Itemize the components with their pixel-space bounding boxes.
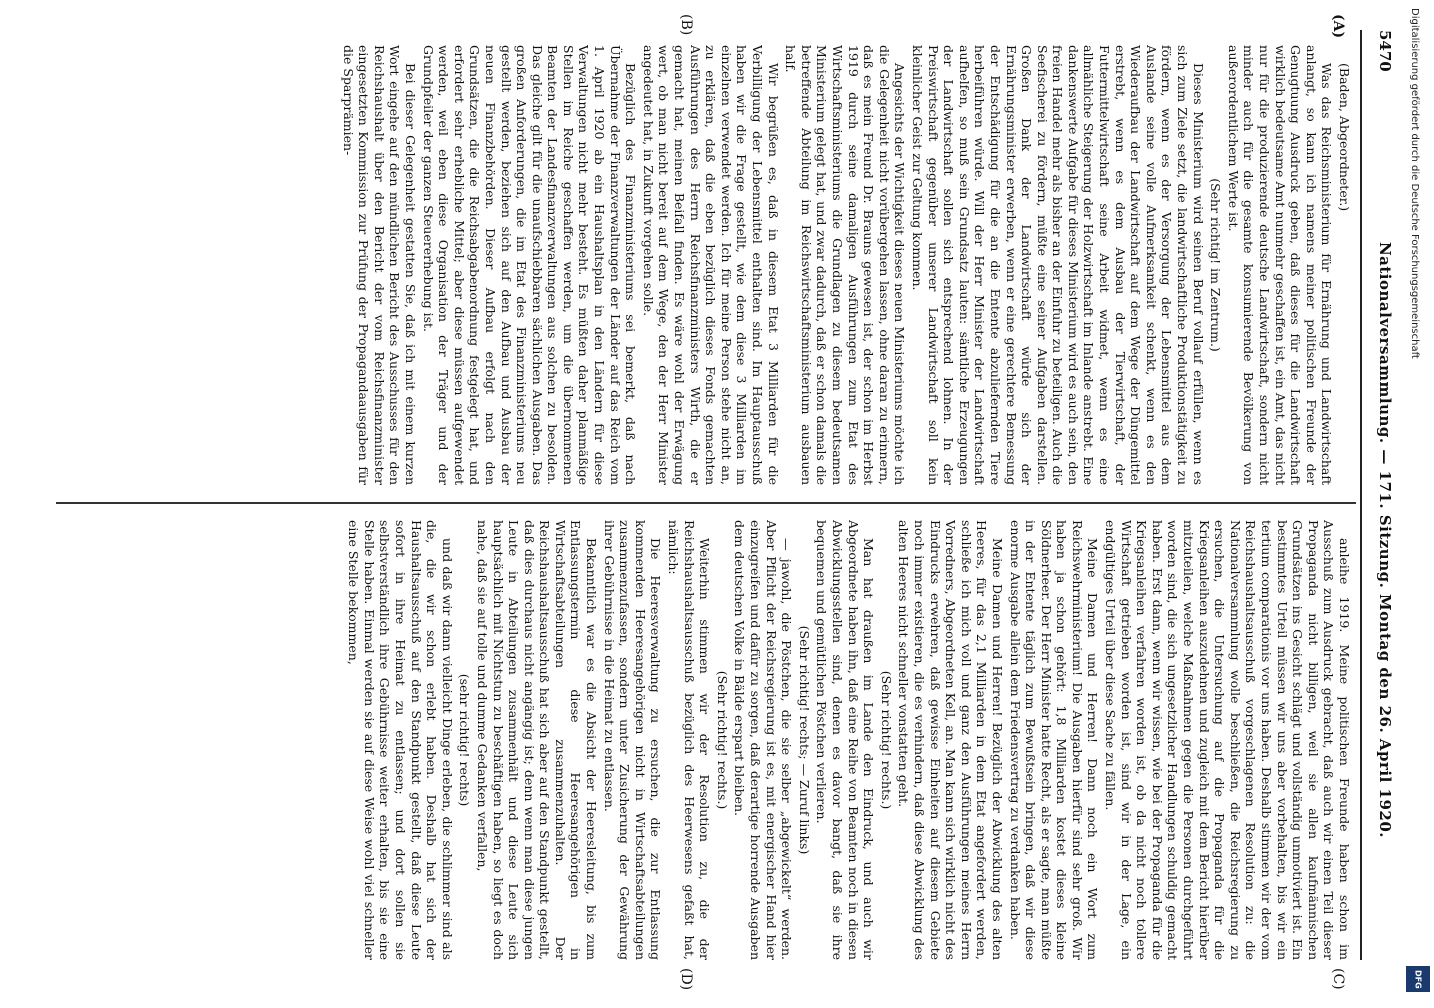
header-rule xyxy=(1360,30,1362,960)
paragraph: Wir begrüßen es, daß in diesem Etat 3 Milliarden für die Verbilligung der Lebensmittel enthalten sind. Im Hauptausschuß haben wir die Frage gestellt, wie dem diese 3 Milliarden im einzelnen verwendet werden. Ich für meine Person stehe nicht an, zu erklären, daß die eben bezüglich dieses Fonds gemachten Ausführungen des Herrn Reichsfinanzministers Wirth, die er gemacht hat, meinen Beifall finden. Es wäre wohl der Erwägung wert, ob man nicht bereit auf dem Wege, den der Herr Minister angedeutet hat, in Zukunft vorgehen solle. xyxy=(640,45,781,485)
paragraph: — jawohl, die Pöstchen, die sie selber „abgewickelt“ werden. Aber Pflicht der Reichsregierung ist es, mit energischer Hand hier einzugreifen und dafür zu sorgen, daß derartige horrende Ausgaben dem deutschen Volke in Bälde erspart bleiben. xyxy=(732,520,795,960)
dfg-logo: DFG xyxy=(1406,966,1430,992)
digitization-credit xyxy=(1404,0,1434,1000)
resolution-quote: Die Heeresverwaltung zu ersuchen, die zur Entlassung kommenden Heeresangehörigen nicht in Wirtschaftsabteilungen zusammenzufassen, sondern unter Zusicherung der Gewährung ihrer Gebührnisse in die Heimat zu entlassen. xyxy=(601,520,664,960)
interjection: (Sehr richtig! rechts.) xyxy=(714,670,730,810)
left-text-column xyxy=(62,45,1352,485)
interjection: (Sehr richtig! rechts.) xyxy=(878,670,894,810)
paragraph: Dieses Ministerium wird seinen Beruf vollauf erfüllen, wenn es sich zum Ziele setzt, die landwirtschaftliche Produktionstätigkeit zu fördern, wenn es der Versorgung der Lebensmittel aus dem Auslande seine volle Aufmerksamkeit schenkt, wenn es den Wiederaufbau der Landwirtschaft auf dem Wege der Düngemittel erstrebt, wenn es dem Ausbau der Tierwirtschaft, der Futtermittelwirtschaft seine Arbeit widmet, wenn es eine allmähliche Steigerung der Holzwirtschaft im Inlande anstrebt. Eine dankenswerte Aufgabe für dieses Ministerium wird es auch sein, den freien Handel mehr als bisher an der Einfuhr zu beteiligen. Auch die Seefischerei zu fördern, müßte eine seiner Aufgaben darstellen. Großen Dank der Landwirtschaft würde sich der Ernährungsminister erwerben, wenn er eine gerechtere Bemessung der Entschädigung für die an die Entente abzuliefernden Tiere herbeiführen würde. Will der Herr Minister der Landwirtschaft aufhelfen, so muß sein Grundsatz lauten: sämtliche Erzeugungen der Landwirtschaft sollen sich entsprechend lohnen. In der Preiswirtschaft gegenüber unserer Landwirtschaft soll kein kleinlicher Geist zur Geltung kommen. xyxy=(909,45,1206,485)
paragraph: Angesichts der Wichtigkeit dieses neuen Ministeriums möchte ich die Gelegenheit nicht vorübergehen lassen, ohne daran zu erinnern, daß es mein Freund Dr. Brauns gewesen ist, der schon im Herbst 1919 durch seine damaligen Ausführungen zum Etat des Wirtschaftsministeriums die Grundlagen zu diesem bedeutsamen Ministerium gelegt hat, und zwar dadurch, daß er schon damals die betreffende Abteilung im Reichswirtschaftsministerium ausbauen half. xyxy=(783,45,908,485)
margin-marker-a: (A) xyxy=(1330,14,1346,39)
paragraph: Meine Damen und Herren! Dann noch ein Wort zum Reichswehrministerium! Die Ausgaben hierfür sind sehr groß. Wir haben ja schon gehört: 1,8 Milliarden kostet dieses kleine Söldnerheer. Der Herr Minister hatte Recht, als er sagte, man müßte in der Entente täglich zum Bewußtsein bringen, daß wir diese enorme Ausgabe allein dem Friedensvertrag zu verdanken haben. xyxy=(1007,520,1101,960)
page-title: Nationalversammlung. — 171. Sitzung. Montag den 26. April 1920. xyxy=(1376,241,1394,839)
credit-text: Digitalisierung gefördert durch die Deutsche Forschungsgemeinschaft xyxy=(1409,8,1420,359)
page-number: 5470 xyxy=(1376,30,1394,72)
paragraph: Bekanntlich war es die Absicht der Heeresleitung, bis zum Entlassungstermin diese Heeresangehörigen in Wirtschaftsabteilungen zusammenzuhalten. Der Reichshaushaltsausschuß hat sich aber auf den Standpunkt gestellt, daß dies durchaus nicht angängig ist; denn wenn man diese jungen Leute in Abteilungen zusammenhält und diese Leute sich hauptsächlich mit Nichtstun zu beschäftigen haben, so liegt es doch nahe, daß sie auf tolle und dumme Gedanken verfallen, xyxy=(474,520,600,960)
column-separator xyxy=(56,502,1356,504)
paragraph: Bei dieser Gelegenheit gestatten Sie, daß ich mit einem kurzen Wort eingehe auf den mündlichen Bericht des Ausschusses für den Reichshaushalt über den Bericht der vom Reichsfinanzminister eingesetzten Kommission zur Prüfung der Propagandaausgaben für die Sparprämien- xyxy=(340,45,418,485)
interjection: (sehr richtig! rechts) xyxy=(457,673,473,807)
margin-marker-c: (C) xyxy=(1330,968,1346,990)
paragraph: Bezüglich des Finanzministeriums sei bemerkt, daß nach Übernahme der Finanzverwaltungen der Länder auf das Reich vom 1. April 1920 ab ein Haushaltsplan in den Ländern für diese Verwaltungen nicht mehr besteht. Es müßten daher planmäßige Stellen im Reiche geschaffen werden, um die übernommenen Beamten der Landesfinanzverwaltungen aus solchen zu besolden. Das gleiche gilt für die unaufschiebbaren sächlichen Ausgaben. Das großen Anforderungen, die im Etat des Finanzministeriums neu gestellt werden, beziehen sich auf den Aufbau und Ausbau der neuen Finanzbehörden. Dieser Aufbau erfolgt nach den Grundsätzen, die die Reichsabgabenordnung festgelegt hat, und erfordert sehr erhebliche Mittel; aber diese müssen aufgewendet werden, weil eben diese Organisation der Träger und der Grundpfeiler der ganzen Steuererhebung ist. xyxy=(420,45,639,485)
right-text-column xyxy=(62,520,1352,960)
interjection: (Sehr richtig! rechts; — Zuruf links) xyxy=(796,625,812,855)
paragraph: und daß wir dann vielleicht Dinge erleben, die schlimmer sind als die, die wir schon erlebt haben. Deshalb hat sich der Haushaltsausschuß auf den Standpunkt gestellt, daß diese Leute sofort in ihre Heimat zu entlassen; und dort sollen sie selbstverständlich ihre Gebührnisse weiter erhalten, bis sie eine Stelle haben. Einmal werden sie auf diese Weise wohl viel schneller eine Stelle bekommen, xyxy=(346,520,455,960)
paragraph: Man hat draußen im Lande den Eindruck, und auch wir Abgeordnete haben ihn, daß eine Reihe von Beamten noch in diesen Abwicklungsstellen sind, denen es davor bangt, daß sie ihre bequemen und gemütlichen Pöstchen verlieren. xyxy=(814,520,877,960)
paragraph: Was das Reichsministerium für Ernährung und Landwirtschaft anlangt, so kann ich namens meiner politischen Freunde der Genugtuung Ausdruck geben, daß dieses für die Landwirtschaft wirklich bedeutsame Amt nunmehr geschaffen ist, ein Amt, das nicht nur für die produzierende deutsche Landwirtschaft, sondern nicht minder auch für die gesamte konsumierende Bevölkerung von außerordentlichem Werte ist. xyxy=(1225,45,1335,485)
paragraph: Weiterhin stimmen wir der Resolution zu, die der Reichshaushaltsausschuß bezüglich des Heerwesens gefaßt hat, nämlich: xyxy=(666,520,713,960)
paragraph: anleihe 1919. Meine politischen Freunde haben schon im Ausschuß zum Ausdruck gebracht, daß auch wir einen Teil dieser Propaganda nicht billigen, weil sie allen kaufmännischen Grundsätzen ins Gesicht schlägt und vollständig unmotiviert ist. Ein bestimmtes Urteil müssen wir uns aber vorbehalten, bis wir ein tertium comparationis vor uns haben. Deshalb stimmen wir der vom Reichshaushaltsausschuß vorgeschlagenen Resolution zu: die Nationalversammlung wolle beschließen, die Reichsregierung zu ersuchen, die Untersuchung auf die Propaganda für die Kriegsanleihen auszudehnen und zugleich mit dem Bericht hierüber mitzuteilen, welche Maßnahmen gegen die Personen durchgeführt worden sind, die sich ungesetzlicher Handlungen schuldig gemacht haben. Erst dann, wenn wir wissen, wie bei der Propaganda für die Kriegsanleihen verfahren worden ist, ob da nicht noch tollere Wirtschaft getrieben worden ist, sind wir in der Lage, ein endgültiges Urteil über diese Sache zu fällen. xyxy=(1103,520,1352,960)
interjection: (Sehr richtig! im Zentrum.) xyxy=(1208,178,1224,352)
page-header xyxy=(1364,30,1394,960)
paragraph: Meine Damen und Herren! Bezüglich der Abwicklung des alten Heeres, für das 2,1 Milliarden in dem Etat angefordert werden, schließe ich mich voll und ganz den Ausführungen meines Herrn Vorredners, Abgeordneten Kell, an. Man kann sich wirklich nicht des Eindrucks erwehren, daß gewisse Einheiten auf diesem Gebiete noch immer existieren, die es verhindern, daß diese Abwicklung des alten Heeres nicht schneller vonstatten geht. xyxy=(896,520,1005,960)
paragraph: (Baden, Abgeordneter.) xyxy=(1337,63,1352,212)
margin-marker-d: (D) xyxy=(678,968,694,991)
margin-marker-b: (B) xyxy=(678,14,694,36)
